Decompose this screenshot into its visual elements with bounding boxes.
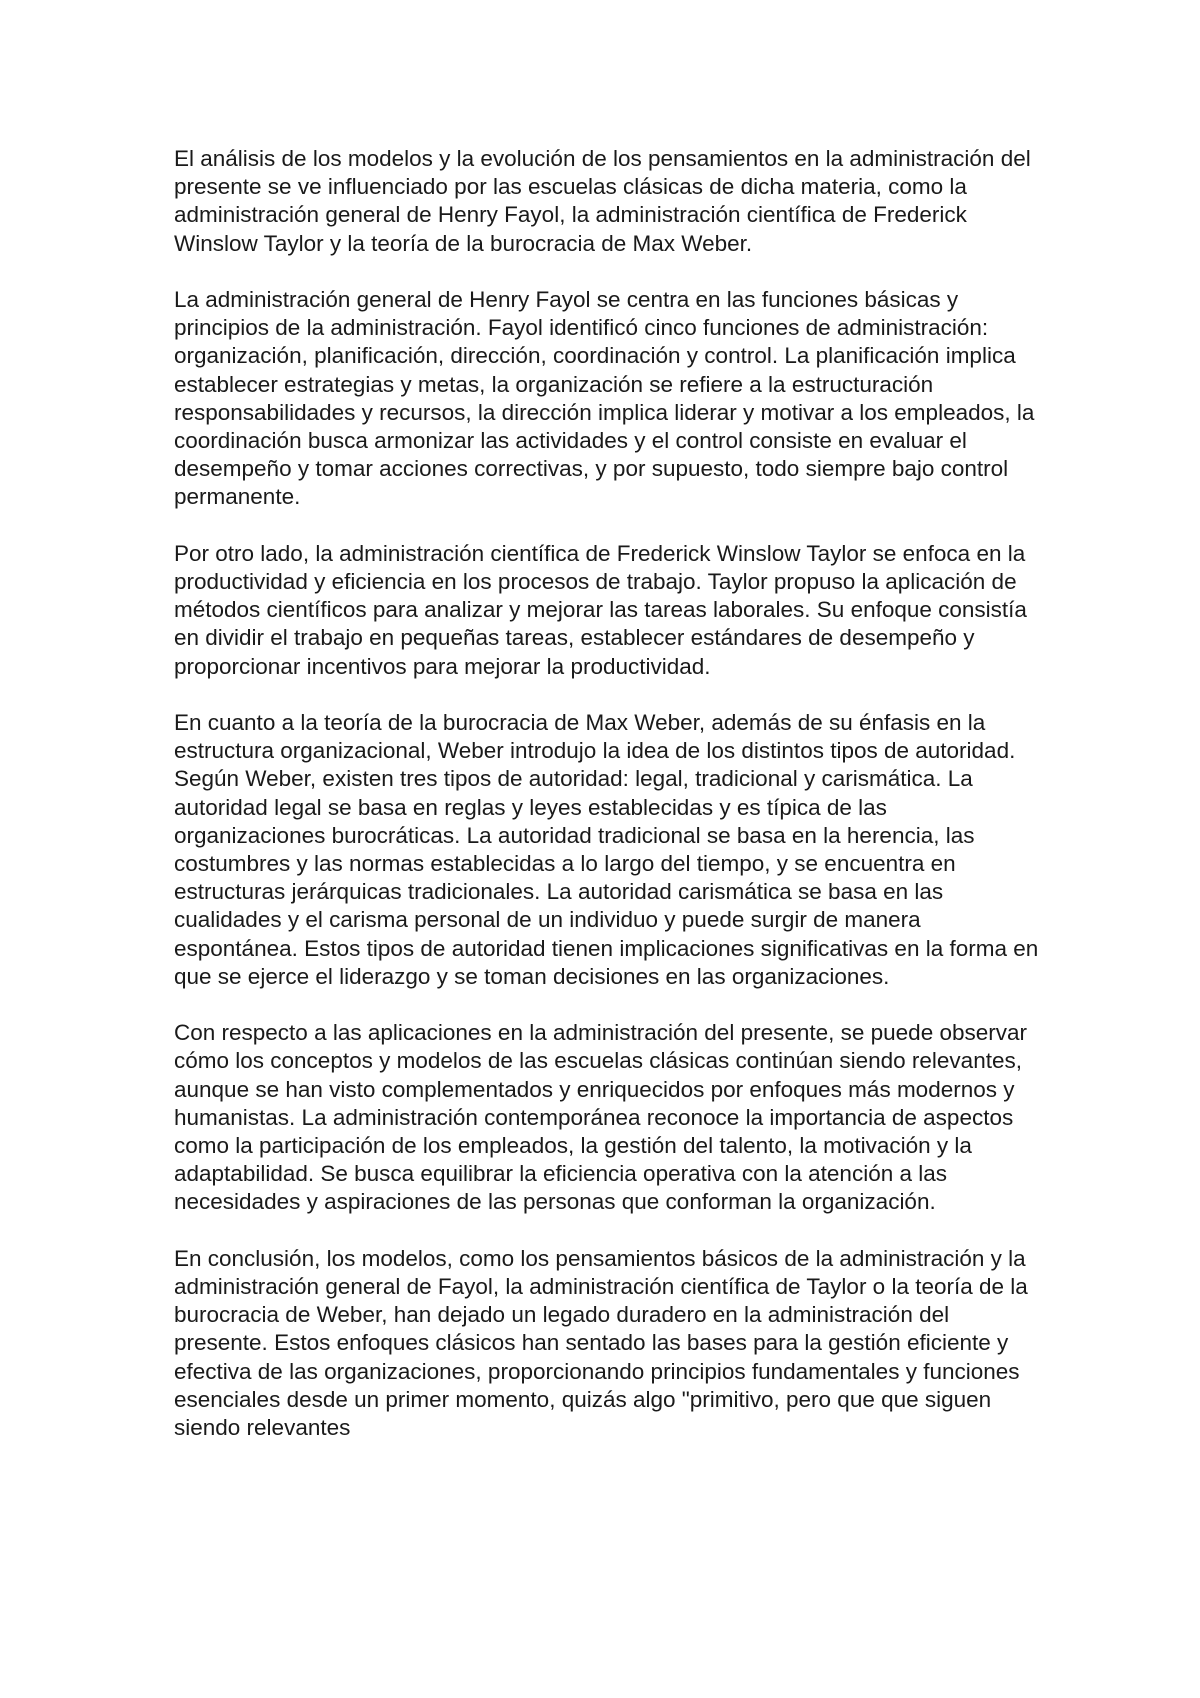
paragraph-introduction: El análisis de los modelos y la evolución de los pensamientos en la administración del presente se ve influenciado por las escuelas clásicas de dicha materia, como la administración general de Henry Fayol, la administración científica de Frederick Winslow Taylor y la teoría de la burocracia de Max Weber.	[174, 146, 1031, 256]
paragraph-fayol: La administración general de Henry Fayol se centra en las funciones básicas y principios de la administración. Fayol identificó cinco funciones de administración: organización, planificación, dirección, coordinación y control. La planificación implica establecer estrategias y metas, la organización se refiere a la estructuración responsabilidades y recursos, la dirección implica liderar y motivar a los empleados, la coordinación busca armonizar las actividades y el control consiste en evaluar el desempeño y tomar acciones correctivas, y por supuesto, todo siempre bajo control permanente.	[174, 287, 1035, 510]
paragraph-conclusion: En conclusión, los modelos, como los pensamientos básicos de la administración y la administración general de Fayol, la administración científica de Taylor o la teoría de la burocracia de Weber, han dejado un legado duradero en la administración del presente. Estos enfoques clásicos han sentado las bases para la gestión eficiente y efectiva de las organizaciones, proporcionando principios fundamentales y funciones esenciales desde un primer momento, quizás algo "primitivo, pero que que siguen siendo relevantes	[174, 1245, 1028, 1441]
paragraph-taylor: Por otro lado, la administración científica de Frederick Winslow Taylor se enfoca en la productividad y eficiencia en los procesos de trabajo. Taylor propuso la aplicación de métodos científicos para analizar y mejorar las tareas laborales. Su enfoque consistía en dividir el trabajo en pequeñas tareas, establecer estándares de desempeño y proporcionar incentivos para mejorar la productividad.	[174, 540, 1027, 679]
paragraph-weber: En cuanto a la teoría de la burocracia de Max Weber, además de su énfasis en la estructura organizacional, Weber introdujo la idea de los distintos tipos de autoridad. Según Weber, existen tres tipos de autoridad: legal, tradicional y carismática. La autoridad legal se basa en reglas y leyes establecidas y es típica de las organizaciones burocráticas. La autoridad tradicional se basa en la herencia, las costumbres y las normas establecidas a lo largo del tiempo, y se encuentra en estructuras jerárquicas tradicionales. La autoridad carismática se basa en las cualidades y el carisma personal de un individuo y puede surgir de manera espontánea. Estos tipos de autoridad tienen implicaciones significativas en la forma en que se ejerce el liderazgo y se toman decisiones en las organizaciones.	[174, 710, 1039, 989]
paragraph-present-applications: Con respecto a las aplicaciones en la administración del presente, se puede observar cómo los conceptos y modelos de las escuelas clásicas continúan siendo relevantes, aunque se han visto complementados y enriquecidos por enfoques más modernos y humanistas. La administración contemporánea reconoce la importancia de aspectos como la participación de los empleados, la gestión del talento, la motivación y la adaptabilidad. Se busca equilibrar la eficiencia operativa con la atención a las necesidades y aspiraciones de las personas que conforman la organización.	[174, 1020, 1028, 1215]
document-body	[174, 145, 1040, 1442]
